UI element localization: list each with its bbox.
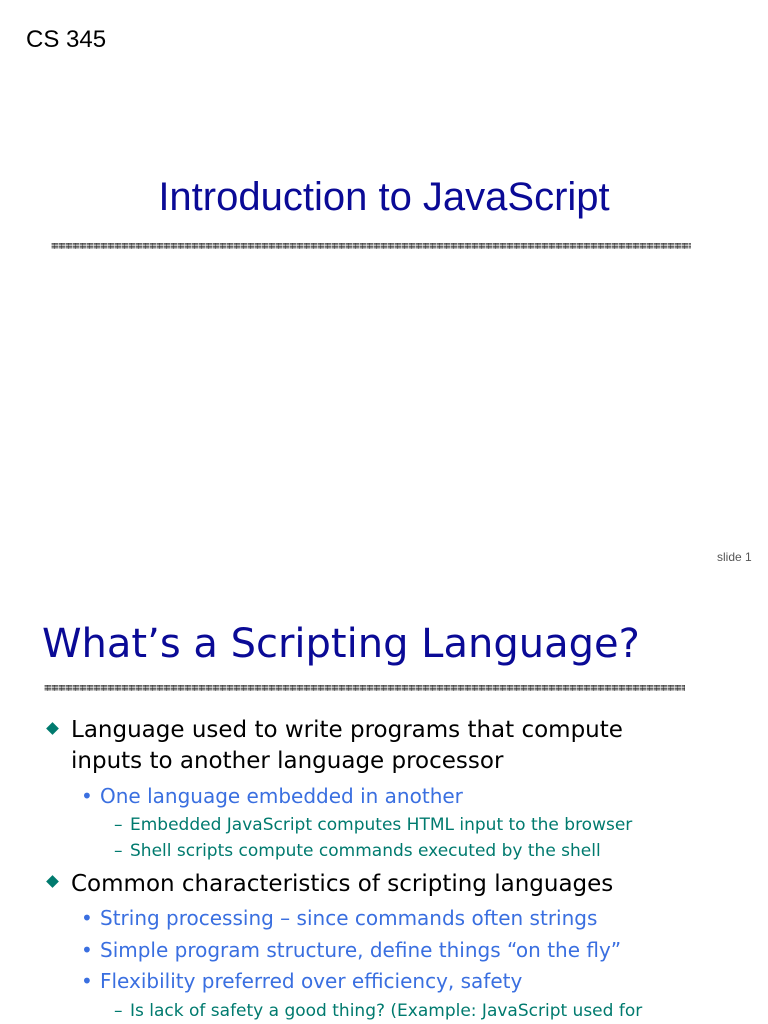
bullet-level2: Flexibility preferred over efficiency, safety [100, 969, 523, 993]
dash-bullet-icon: – [114, 815, 123, 835]
bullet-level2: String processing – since commands often strings [100, 906, 598, 930]
slide1-title: Introduction to JavaScript [158, 175, 610, 219]
dash-bullet-icon: – [114, 1001, 123, 1021]
dot-bullet-icon: • [81, 906, 93, 930]
bullet-level1: Language used to write programs that compute [71, 717, 623, 743]
bullet-level3: Is lack of safety a good thing? (Example: JavaScript used for [130, 1001, 643, 1021]
bullet-level3: Embedded JavaScript computes HTML input to the browser [130, 815, 633, 835]
diamond-bullet-icon [46, 722, 59, 735]
dot-bullet-icon: • [81, 784, 93, 808]
dot-bullet-icon: • [81, 938, 93, 962]
slide-number: slide 1 [717, 550, 752, 564]
bullet-level3: Shell scripts compute commands executed by the shell [130, 841, 601, 861]
bullet-level1-continuation: inputs to another language processor [71, 748, 504, 774]
bullet-level2: One language embedded in another [100, 784, 463, 808]
title-divider [51, 243, 691, 249]
slide2-title: What’s a Scripting Language? [42, 621, 640, 667]
bullet-level2: Simple program structure, define things “on the fly” [100, 938, 622, 962]
course-label: CS 345 [26, 26, 107, 53]
dash-bullet-icon: – [114, 841, 123, 861]
bullet-level1: Common characteristics of scripting languages [71, 871, 614, 897]
dot-bullet-icon: • [81, 969, 93, 993]
title-divider [44, 685, 685, 691]
diamond-bullet-icon [46, 875, 59, 888]
